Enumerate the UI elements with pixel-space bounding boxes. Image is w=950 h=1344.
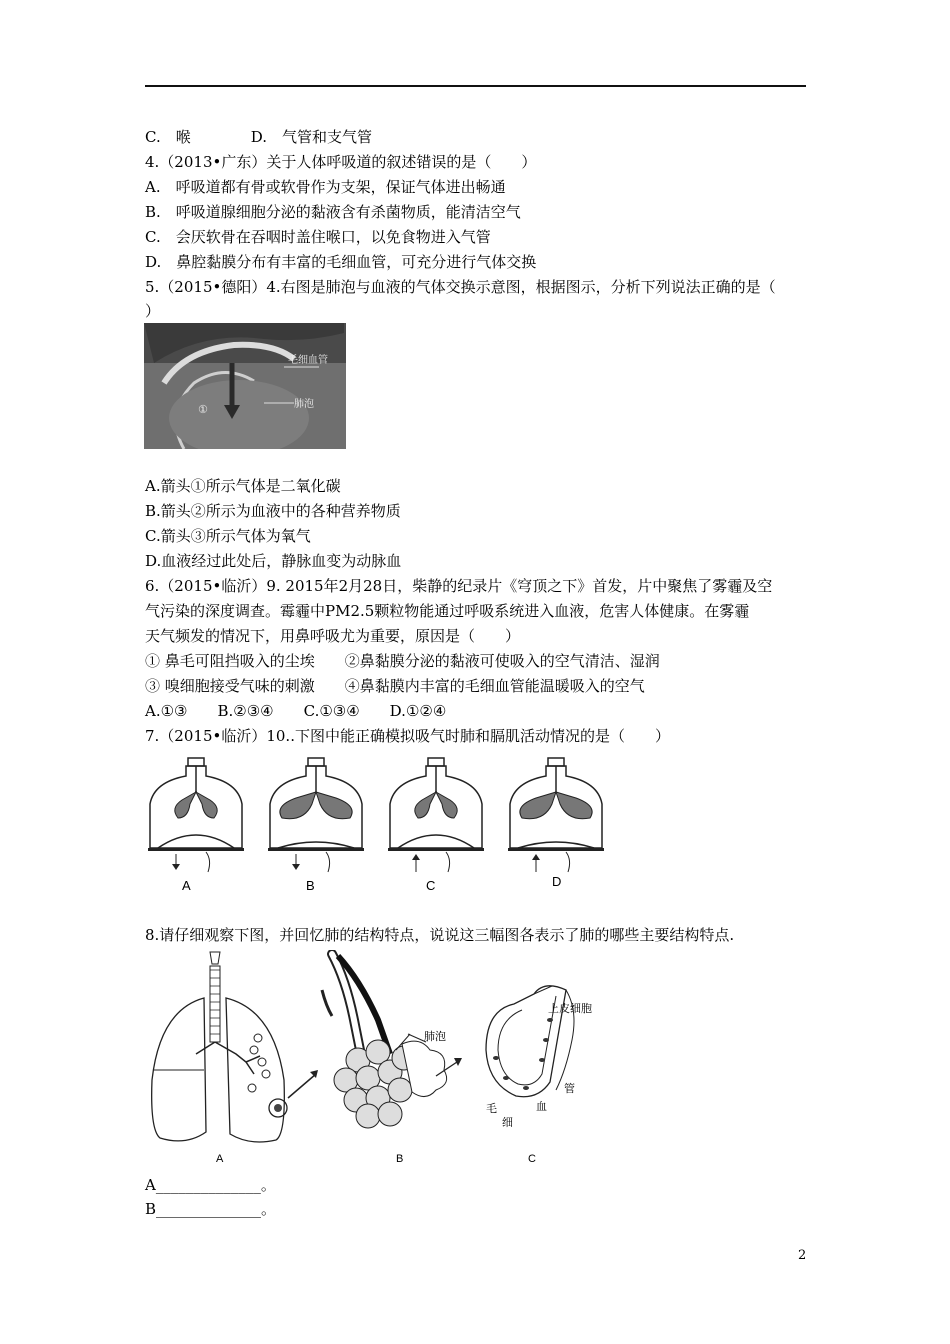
- alveolus-gas-exchange-figure: [144, 323, 346, 449]
- model-b-label: B: [306, 878, 315, 893]
- q6-stem-line2: 气污染的深度调查。霉霾中PM2.5颗粒物能通过呼吸系统进入血液，危害人体健康。在雾霾: [145, 602, 750, 620]
- model-b: [268, 758, 364, 893]
- alveoli-cluster-b: [322, 954, 462, 1165]
- label-capillary-c2: 毛: [486, 1102, 497, 1115]
- q6-statement-2: ②鼻黏膜分泌的黏液可使吸入的空气清洁、湿润: [344, 652, 660, 670]
- header-rule: [145, 85, 806, 87]
- q5-option-a: A.箭头①所示气体是二氧化碳: [145, 477, 341, 495]
- alveolus-photo: [144, 323, 346, 449]
- model-d: [508, 758, 604, 889]
- q3-option-d: D. 气管和支气管: [250, 128, 372, 146]
- q8-stem: 8.请仔细观察下图，并回忆肺的结构特点，说说这三幅图各表示了肺的哪些主要结构特点.: [145, 926, 735, 944]
- alveolus-wall-c: [486, 986, 592, 1165]
- q5-stem-line1: 5.（2015•德阳）4.右图是肺泡与血液的气体交换示意图，根据图示，分析下列说法正确的是（: [145, 278, 776, 296]
- fig-label-b: B: [396, 1153, 404, 1165]
- model-d-label: D: [552, 874, 562, 889]
- q6-statement-3: ③ 嗅细胞接受气味的刺激: [145, 677, 315, 695]
- q6-statement-1: ① 鼻毛可阻挡吸入的尘埃: [145, 652, 315, 670]
- q3-options: [145, 128, 372, 146]
- fig-label-a: A: [216, 1153, 224, 1165]
- label-arrow-1: ①: [198, 403, 208, 416]
- q4-option-d: D. 鼻腔黏膜分布有丰富的毛细血管，可充分进行气体交换: [145, 253, 537, 271]
- lung-diagram-a: [152, 952, 318, 1165]
- model-c-label: C: [426, 878, 436, 893]
- label-epithelium: 上皮细胞: [548, 1002, 592, 1015]
- q6-stem-line3: 天气频发的情况下，用鼻呼吸尤为重要，原因是（ ）: [145, 627, 521, 645]
- page-number: 2: [798, 1248, 807, 1263]
- model-a: [148, 758, 244, 893]
- label-alveolus-b: 肺泡: [424, 1030, 446, 1043]
- q5-option-b: B.箭头②所示为血液中的各种营养物质: [145, 502, 401, 520]
- q4-stem: 4.（2013•广东）关于人体呼吸道的叙述错误的是（ ）: [145, 153, 537, 171]
- label-capillary: 毛细血管: [288, 355, 328, 366]
- lung-structure-figure: [146, 950, 606, 1168]
- q5-option-c: C.箭头③所示气体为氧气: [145, 527, 311, 545]
- q4-option-b: B. 呼吸道腺细胞分泌的黏液含有杀菌物质，能清洁空气: [145, 203, 521, 221]
- bell-jar-models-figure: [146, 752, 606, 894]
- label-capillary-c3: 细: [502, 1116, 513, 1129]
- q4-option-a: A. 呼吸道都有骨或软骨作为支架，保证气体进出畅通: [145, 178, 506, 196]
- q6-options: A.①③ B.②③④ C.①③④ D.①②④: [145, 702, 447, 720]
- q6-stem-line1: 6.（2015•临沂）9. 2015年2月28日，柴静的纪录片《穹顶之下》首发，片中聚焦了雾霾及空: [145, 577, 773, 595]
- q8-blank-a: A______________。: [145, 1176, 276, 1194]
- model-a-label: A: [182, 878, 191, 893]
- label-capillary-c4: 血: [536, 1100, 547, 1113]
- q6-statements-1-2: [145, 652, 660, 670]
- q4-option-c: C. 会厌软骨在吞咽时盖住喉口，以免食物进入气管: [145, 228, 491, 246]
- q5-stem-line2: ）: [145, 302, 161, 320]
- q6-statements-3-4: [145, 677, 645, 695]
- q5-option-d: D.血液经过此处后，静脉血变为动脉血: [145, 552, 402, 570]
- q7-stem: 7.（2015•临沂）10..下图中能正确模拟吸气时肺和膈肌活动情况的是（ ）: [145, 727, 670, 745]
- q6-statement-4: ④鼻黏膜内丰富的毛细血管能温暖吸入的空气: [344, 677, 645, 695]
- label-capillary-c1: 管: [564, 1082, 575, 1095]
- fig-label-c: C: [528, 1153, 536, 1165]
- q3-option-c: C. 喉: [145, 128, 191, 146]
- q8-blank-b: B______________。: [145, 1200, 277, 1218]
- label-alveolus: 肺泡: [294, 399, 314, 410]
- model-c: [388, 758, 484, 893]
